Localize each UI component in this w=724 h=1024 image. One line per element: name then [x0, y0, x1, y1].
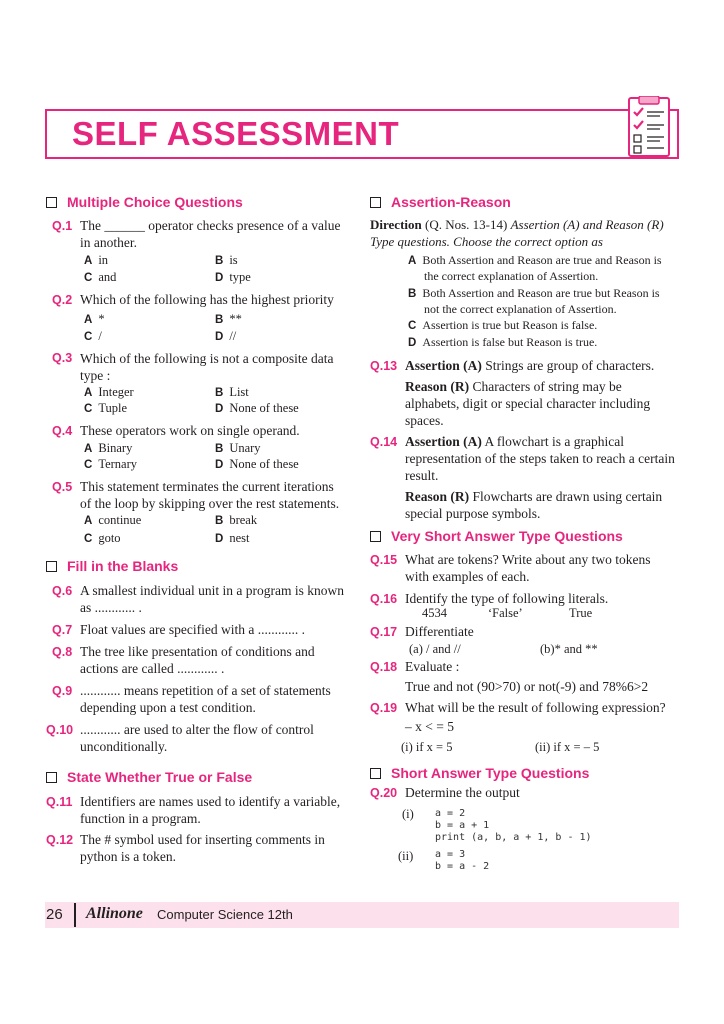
code-block: a = 2 b = a + 1 print (a, b, a + 1, b - 1) [435, 808, 592, 843]
question-number: Q.4 [52, 424, 73, 438]
code-block: a = 3 b = a - 2 [435, 849, 490, 872]
question-number: Q.16 [370, 592, 398, 606]
question-number: Q.18 [370, 660, 398, 674]
checkbox-icon [370, 531, 381, 542]
checkbox-icon [370, 197, 381, 208]
footer-divider [74, 903, 76, 927]
section-heading-fill-blanks: Fill in the Blanks [46, 557, 178, 575]
checkbox-icon [46, 197, 57, 208]
question-text: What will be the result of following expression? – x < = 5 [405, 700, 666, 734]
question-number: Q.6 [52, 584, 73, 598]
direction-text: Direction (Q. Nos. 13-14) Assertion (A) and Reason (R) Type questions. Choose the correct option as [370, 217, 664, 249]
question-text: These operators work on single operand. [80, 423, 300, 438]
option-b: B ** [215, 312, 242, 326]
question-number: Q.20 [370, 786, 398, 800]
option-b: B is [215, 253, 238, 267]
question-text: What are tokens? Write about any two tokens with examples of each. [405, 552, 651, 584]
option-d: D type [215, 270, 251, 284]
option-a: A in [84, 253, 109, 267]
option-b: B Unary [215, 441, 261, 455]
literal-value: ‘False’ [488, 606, 523, 620]
question-number: Q.13 [370, 359, 398, 373]
question-number: Q.1 [52, 219, 73, 233]
option-c: C and [84, 270, 117, 284]
question-text: Differentiate [405, 624, 474, 639]
question-text: Evaluate : True and not (90>70) or not(-9) and 78%6>2 [405, 659, 649, 694]
question-text: The # symbol used for inserting comments in python is a token. [80, 832, 325, 864]
page-title: SELF ASSESSMENT [72, 115, 400, 152]
differentiate-b: (b)* and ** [540, 642, 598, 656]
question-text: Identifiers are names used to identify a variable, function in a program. [80, 794, 341, 826]
expression-case-i: (i) if x = 5 [401, 740, 453, 754]
option-d: D // [215, 329, 237, 343]
checkbox-icon [46, 561, 57, 572]
question-text: Float values are specified with a ............ . [80, 622, 305, 637]
part-label: (i) [402, 807, 414, 821]
ar-option-a: A Both Assertion and Reason are true and Reason is the correct explanation of Assertion. [408, 253, 662, 283]
question-number: Q.19 [370, 701, 398, 715]
option-c: C Ternary [84, 457, 137, 471]
section-heading-short-answer: Short Answer Type Questions [370, 764, 589, 782]
brand-logo: Allinone [86, 905, 143, 922]
question-text: Assertion (A) A flowchart is a graphical representation of the steps taken to reach a certain result. Reason (R) Flowcharts are drawn using certain special purpose symbols. [405, 434, 675, 521]
question-text: ............ are used to alter the flow of control unconditionally. [80, 722, 314, 754]
option-a: A Integer [84, 385, 134, 399]
question-text: The ______ operator checks presence of a value in another. [80, 218, 341, 250]
question-number: Q.11 [46, 795, 73, 809]
question-number: Q.3 [52, 351, 73, 365]
option-c: C / [84, 329, 102, 343]
question-text: Assertion (A) Strings are group of characters. Reason (R) Characters of string may be alphabets, digit or special character including spaces. [405, 358, 655, 428]
section-heading-assertion-reason: Assertion-Reason [370, 193, 511, 211]
book-title: Computer Science 12th [157, 907, 293, 922]
question-number: Q.2 [52, 293, 73, 307]
literal-value: 4534 [422, 606, 447, 620]
question-text: A smallest individual unit in a program is known as ............ . [80, 583, 344, 615]
question-text: ............ means repetition of a set of statements depending upon a test condition. [80, 683, 331, 715]
option-a: A Binary [84, 441, 133, 455]
ar-option-c: C Assertion is true but Reason is false. [408, 318, 598, 332]
question-number: Q.7 [52, 623, 73, 637]
differentiate-a: (a) / and // [409, 642, 461, 656]
page-number: 26 [46, 906, 63, 923]
section-heading-true-false: State Whether True or False [46, 768, 252, 786]
option-d: D None of these [215, 457, 299, 471]
part-label: (ii) [398, 849, 414, 863]
option-d: D None of these [215, 401, 299, 415]
question-text: Determine the output [405, 785, 520, 800]
option-d: D nest [215, 531, 250, 545]
section-heading-mcq: Multiple Choice Questions [46, 193, 243, 211]
option-b: B List [215, 385, 249, 399]
option-a: A * [84, 312, 105, 326]
question-number: Q.10 [46, 723, 74, 737]
section-heading-very-short-answer: Very Short Answer Type Questions [370, 527, 623, 545]
question-number: Q.12 [46, 833, 74, 847]
question-number: Q.8 [52, 645, 73, 659]
checkbox-icon [370, 768, 381, 779]
question-number: Q.14 [370, 435, 398, 449]
question-number: Q.5 [52, 480, 73, 494]
checklist-clipboard-icon [623, 96, 673, 158]
question-text: Identify the type of following literals. [405, 591, 609, 606]
expression-case-ii: (ii) if x = – 5 [535, 740, 600, 754]
question-text: This statement terminates the current iterations of the loop by skipping over the rest statements. [80, 479, 340, 511]
question-text: Which of the following is not a composite data type : [80, 351, 334, 383]
ar-option-d: D Assertion is false but Reason is true. [408, 335, 598, 349]
question-number: Q.9 [52, 684, 73, 698]
option-c: C goto [84, 531, 121, 545]
option-a: A continue [84, 513, 142, 527]
question-text: The tree like presentation of conditions and actions are called ............ . [80, 644, 315, 676]
question-number: Q.17 [370, 625, 398, 639]
question-text: Which of the following has the highest priority [80, 292, 334, 307]
option-b: B break [215, 513, 258, 527]
question-number: Q.15 [370, 553, 398, 567]
checkbox-icon [46, 772, 57, 783]
option-c: C Tuple [84, 401, 128, 415]
ar-option-b: B Both Assertion and Reason are true but Reason is not the correct explanation of Assertion. [408, 286, 660, 316]
literal-value: True [569, 606, 593, 620]
